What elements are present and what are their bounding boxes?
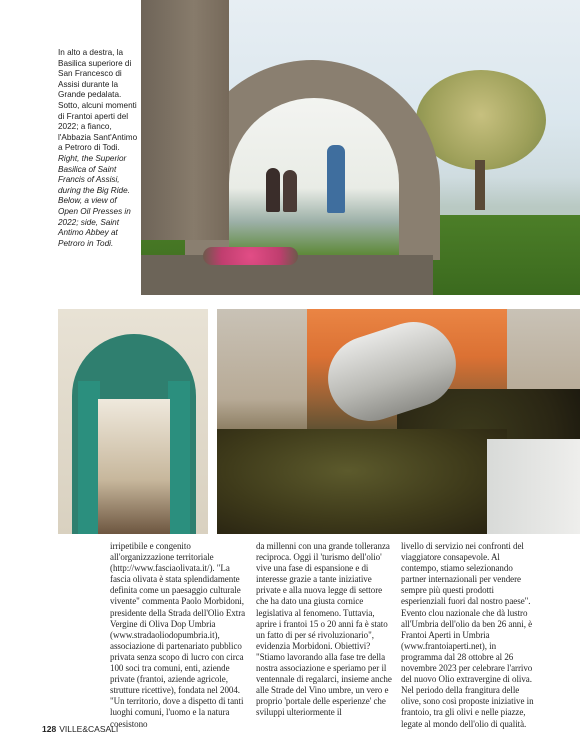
page-number: 128 (42, 724, 57, 734)
caption-italian: In alto a destra, la Basilica superiore di San Francesco di Assisi durante la Grande pedalata. Sotto, alcuni momenti di Frantoi aperti del 2022; a fianco, l'Abbazia Sant'Antimo a Petroro di Todi. (58, 48, 138, 153)
column-text: irripetibile e congenito all'organizzazione territoriale (http://www.fasciaolivata.it/). "La fascia olivata è stata splendidamente definita come un paesaggio culturale vivente" commenta Paolo Morbidoni, presidente della Strada dell'Olio Extra Vergine di Oliva Dop Umbria (www.stradaoliodopumbria.it), associazione di partenariato pubblico privata senza scopo di lucro con circa 100 soci tra comuni, enti, aziende private (frantoi, aziende agricole, strutture ricettive), fondata nel 2004. "Un territorio, dove a dispetto di tanti luoghi comuni, l'uomo e la natura coesistono (110, 541, 246, 729)
column-text: livello di servizio nei confronti del viaggiatore consapevole. Al contempo, stiamo selezionando partner internazionali per vendere sempre più questi prodotti esperienziali fuori dal nostro paese". Evento clou nazionale che dà lustro all'Umbria dell'olio da ben 26 anni, è Frantoi Aperti in Umbria (www.frantoiaperti.net), in programma dal 28 ottobre al 26 novembre 2023 per celebrare l'arrivo del nuovo Olio extravergine di oliva. Nel periodo della frangitura delle olive, sono così proposte iniziative in frantoio, tra gli olivi e nelle piazze, legate al mondo dell'olio di qualità. (401, 541, 534, 729)
text-column-3 (401, 541, 539, 730)
page-footer (42, 724, 118, 734)
text-column-2 (256, 541, 396, 719)
photo-olive-harvest (217, 309, 580, 534)
photo-basilica-arch (141, 0, 580, 295)
photo-abbey-door (58, 309, 208, 534)
text-column-1 (110, 541, 246, 730)
magazine-name: VILLE&CASALI (59, 724, 119, 734)
photo-caption (58, 48, 138, 257)
caption-english: Right, the Superior Basilica of Saint Francis of Assisi, during the Big Ride. Below, a view of Open Oil Presses in 2022; side, Saint Antimo Abbey at Petroro in Todi. (58, 153, 131, 248)
column-text: da millenni con una grande tolleranza reciproca. Oggi il 'turismo dell'olio' vive una fase di espansione e di interesse grazie a tante iniziative private e alla nuova legge di settore che ha dato una giusta cornice legislativa al fenomeno. Tuttavia, aprire i frantoi 15 o 20 anni fa è stato un fatto di per sé rivoluzionario", evidenzia Morbidoni. Obiettivi? "Stiamo lavorando alla fase tre della nostra associazione e speriamo per il ventennale di regalarci, insieme anche alle Strade del Vino umbre, un vero e proprio 'portale delle esperienze' che sviluppi ulteriormente il (256, 541, 392, 718)
